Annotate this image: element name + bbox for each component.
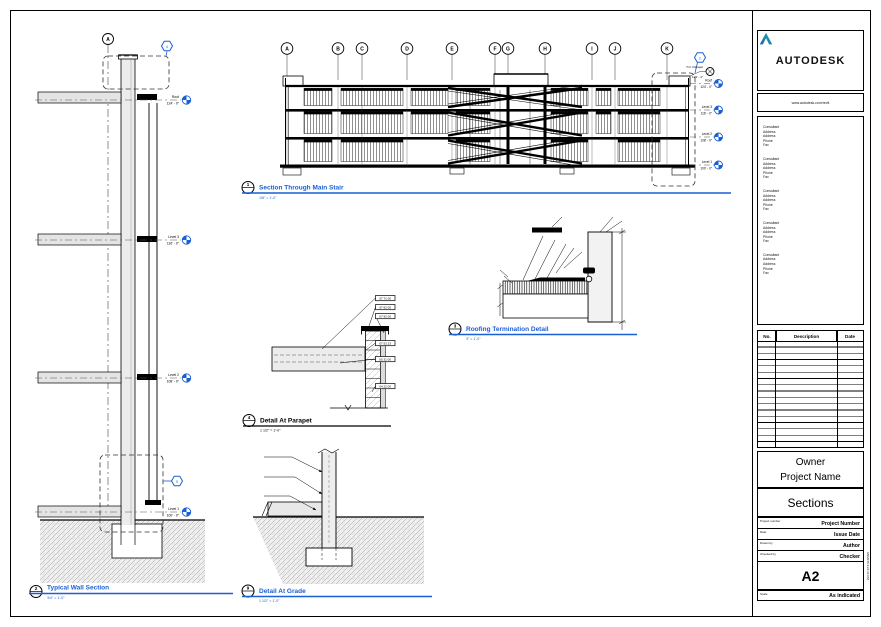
view-title: Section Through Main Stair xyxy=(259,184,344,192)
consultant-entry: Consultant Address Address Phone Fax xyxy=(763,156,780,180)
owner-block xyxy=(757,451,864,488)
project-name: Project Name xyxy=(780,471,841,483)
svg-text:Level 1: Level 1 xyxy=(168,507,179,511)
svg-text:J: J xyxy=(613,46,617,53)
roof-slab xyxy=(272,347,365,371)
coping xyxy=(361,326,389,331)
svg-text:116' - 0": 116' - 0" xyxy=(700,111,712,116)
svg-text:07 92 00: 07 92 00 xyxy=(379,314,392,319)
svg-text:D: D xyxy=(405,46,409,53)
brand-name: AUTODESK xyxy=(775,54,846,67)
svg-text:124' - 0": 124' - 0" xyxy=(700,85,712,89)
view-title: Detail At Parapet xyxy=(260,417,312,425)
svg-text:124' - 0": 124' - 0" xyxy=(166,101,179,106)
svg-text:C: C xyxy=(360,46,364,53)
svg-text:F: F xyxy=(493,46,497,53)
svg-text:H: H xyxy=(543,46,547,53)
svg-text:4: 4 xyxy=(166,44,168,49)
roof-slab xyxy=(38,92,121,103)
revision-table-rows xyxy=(757,341,864,448)
view-scale: 1 1/2" = 1'-0" xyxy=(260,428,281,433)
svg-text:Level 3: Level 3 xyxy=(168,235,179,239)
consultant-entry: Consultant Address Address Phone Fax xyxy=(763,252,780,276)
svg-text:E: E xyxy=(450,46,454,53)
svg-text:2: 2 xyxy=(699,56,701,61)
counterflashing xyxy=(532,228,562,233)
logo-url-block: www.autodesk.com/revit xyxy=(757,93,864,112)
view-scale: 1 1/2" = 1'-0" xyxy=(259,599,280,604)
svg-text:Level 2: Level 2 xyxy=(168,373,179,377)
owner-name: Owner xyxy=(795,456,826,468)
svg-text:116' - 0": 116' - 0" xyxy=(166,241,179,246)
svg-text:Level 2: Level 2 xyxy=(701,132,712,136)
svg-text:Roof: Roof xyxy=(705,78,712,83)
sheet-name: Sections xyxy=(787,495,834,510)
roof-deck xyxy=(503,281,588,294)
view-scale: 3" = 1'-0" xyxy=(466,337,481,342)
view-title: Typical Wall Section xyxy=(47,584,110,592)
footing xyxy=(306,548,352,566)
view-scale: 3/4" = 1'-0" xyxy=(47,596,65,600)
svg-text:07 71 00: 07 71 00 xyxy=(379,296,392,301)
floor-slab xyxy=(38,372,121,383)
view-number: 1 xyxy=(246,182,250,187)
consultant-entry: Consultant Address Address Phone Fax xyxy=(763,125,780,148)
view-number: 2 xyxy=(34,586,38,591)
view-number: 4 xyxy=(247,415,251,420)
wall xyxy=(588,232,612,322)
svg-text:A: A xyxy=(285,46,289,53)
fastener-icon xyxy=(586,276,592,282)
revision-col-divider xyxy=(775,330,776,448)
svg-text:100' - 0": 100' - 0" xyxy=(166,513,179,518)
svg-text:100' - 0": 100' - 0" xyxy=(700,166,712,171)
autodesk-logo-icon xyxy=(758,31,774,47)
sheet-number: A2 xyxy=(801,567,820,584)
field-scale: Scale As indicated xyxy=(757,590,864,601)
svg-text:129' - 4": 129' - 4" xyxy=(692,75,703,79)
plot-stamp: 6/9/2015 2:21:34 PM xyxy=(866,552,870,580)
field-drawn-by: Drawn by Author xyxy=(757,539,864,551)
view-scale: 1/8" = 1'-0" xyxy=(259,195,277,200)
svg-text:108' - 0": 108' - 0" xyxy=(166,379,179,384)
consultant-entry: Consultant Address Address Phone Fax xyxy=(763,188,780,212)
building-section xyxy=(280,74,695,175)
svg-text:T.O. Parapet: T.O. Parapet xyxy=(686,65,703,69)
svg-text:07 62 00: 07 62 00 xyxy=(379,305,392,310)
consultant-entry: Consultant Address Address Phone Fax xyxy=(763,220,780,244)
svg-text:04 22 00: 04 22 00 xyxy=(379,384,392,389)
sheet-number-block xyxy=(757,561,864,590)
svg-text:I: I xyxy=(591,46,593,53)
field-checked-by: Checked by Checker xyxy=(757,550,864,562)
view-title: Roofing Termination Detail xyxy=(466,326,549,333)
grid-letter: A xyxy=(106,37,110,43)
grade-slab xyxy=(38,506,121,517)
svg-text:B: B xyxy=(336,46,340,53)
svg-text:07 53 23: 07 53 23 xyxy=(379,341,392,346)
consultant-block xyxy=(757,116,864,325)
footing xyxy=(112,524,162,558)
field-project-number: Project number Project Number xyxy=(757,517,864,529)
view-number: 9 xyxy=(246,585,250,591)
svg-text:K: K xyxy=(665,46,669,53)
svg-text:Roof: Roof xyxy=(171,95,179,99)
floor-slab xyxy=(38,234,121,245)
sheet-name-block xyxy=(757,488,864,517)
view-title: Detail At Grade xyxy=(259,588,306,595)
svg-text:Level 3: Level 3 xyxy=(701,105,712,109)
svg-text:108' - 0": 108' - 0" xyxy=(700,138,712,143)
svg-text:05 31 00: 05 31 00 xyxy=(379,357,392,362)
svg-text:9: 9 xyxy=(176,479,178,484)
svg-text:G: G xyxy=(506,46,510,53)
view-number: 3 xyxy=(453,323,457,329)
field-date: Date Issue Date xyxy=(757,528,864,540)
logo-block xyxy=(757,30,864,91)
svg-text:Level 1: Level 1 xyxy=(701,160,712,164)
revision-table-header: No. Description Date xyxy=(757,330,864,342)
revision-col-divider xyxy=(837,330,838,448)
